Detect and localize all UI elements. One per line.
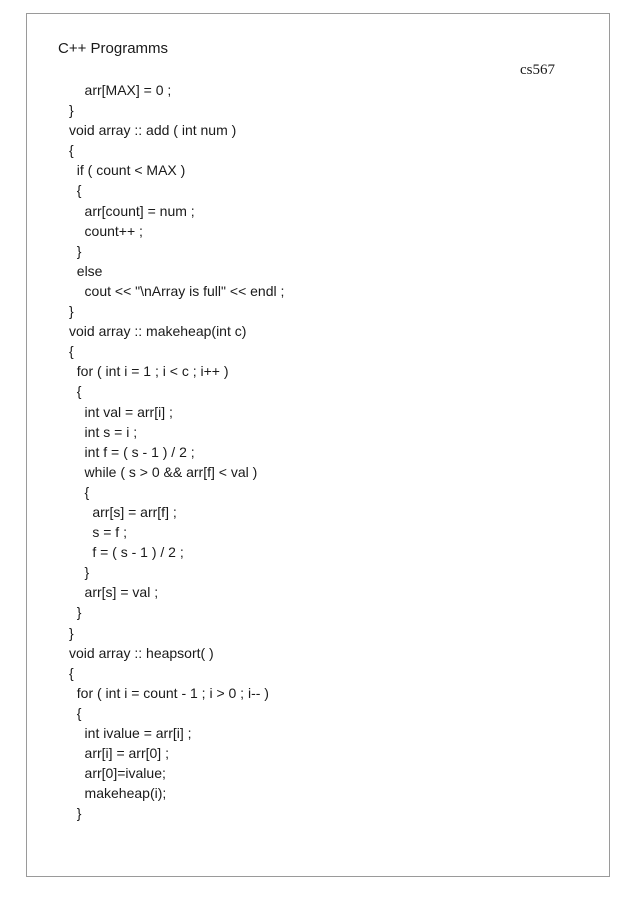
code-line: makeheap(i); (69, 785, 167, 802)
document-code: cs567 (520, 62, 555, 78)
code-line: } (69, 242, 82, 259)
code-line: int ivalue = arr[i] ; (69, 725, 192, 741)
code-line: } (69, 805, 82, 822)
code-line: { (69, 182, 82, 199)
code-line: { (69, 383, 82, 400)
code-line: { (69, 142, 74, 159)
code-line: void array :: heapsort( ) (69, 644, 214, 661)
code-line: } (69, 102, 74, 119)
code-line: arr[MAX] = 0 ; (69, 82, 172, 98)
code-line: for ( int i = count - 1 ; i > 0 ; i-- ) (69, 684, 269, 701)
code-line: } (69, 624, 74, 641)
code-line: int s = i ; (69, 423, 138, 440)
code-line: void array :: add ( int num ) (69, 122, 237, 139)
document-title: C++ Programms (58, 40, 169, 57)
code-line: } (69, 604, 82, 621)
code-listing (69, 80, 284, 823)
code-line: { (69, 704, 82, 721)
code-line: arr[i] = arr[0] ; (69, 745, 169, 762)
code-line: { (69, 343, 74, 360)
code-line: } (69, 564, 90, 581)
code-line: cout << "\nArray is full" << endl ; (69, 282, 285, 299)
code-line: arr[count] = num ; (69, 202, 195, 219)
code-line: s = f ; (69, 524, 127, 541)
code-line: arr[0]=ivalue; (69, 765, 166, 782)
code-line: for ( int i = 1 ; i < c ; i++ ) (69, 363, 229, 380)
code-line: int f = ( s - 1 ) / 2 ; (69, 443, 195, 460)
code-line: { (69, 483, 90, 500)
code-line: if ( count < MAX ) (69, 162, 186, 179)
code-line: count++ ; (69, 222, 143, 239)
code-line: int val = arr[i] ; (69, 403, 173, 420)
code-line: arr[s] = val ; (69, 584, 159, 601)
code-line: f = ( s - 1 ) / 2 ; (69, 544, 184, 561)
code-line: while ( s > 0 && arr[f] < val ) (69, 463, 258, 480)
code-line: { (69, 664, 74, 681)
code-line: } (69, 303, 74, 320)
code-line: arr[s] = arr[f] ; (69, 503, 177, 520)
code-line: else (69, 262, 103, 279)
code-line: void array :: makeheap(int c) (69, 323, 247, 340)
